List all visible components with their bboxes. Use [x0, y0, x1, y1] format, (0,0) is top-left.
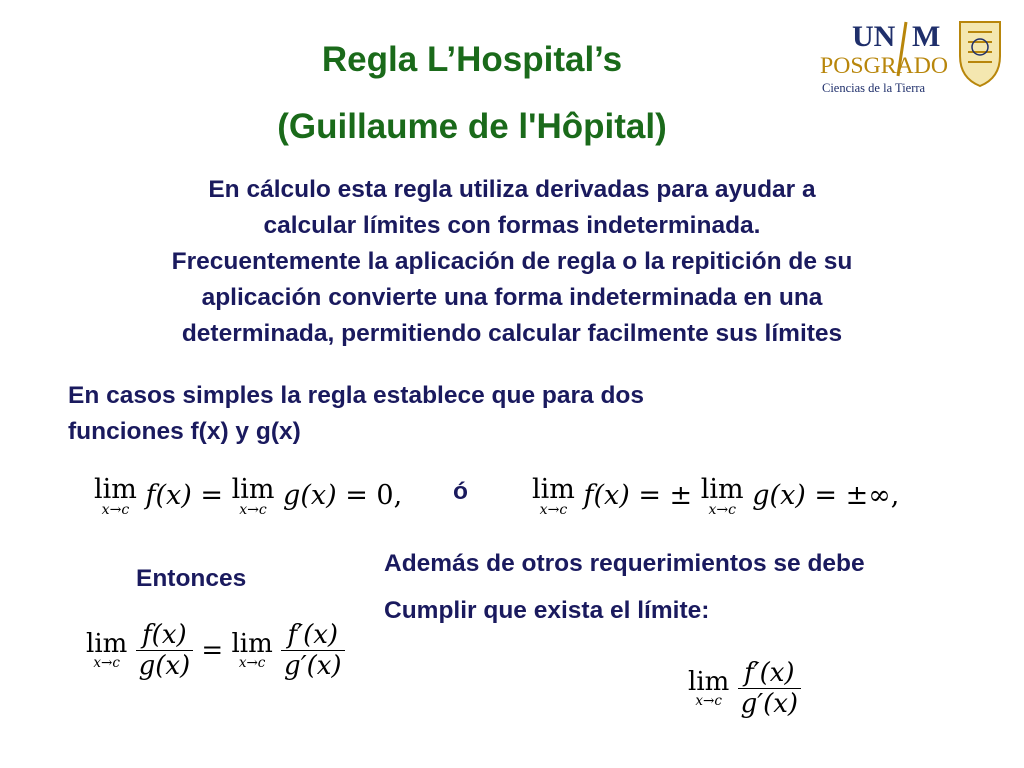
paragraph-line: Frecuentemente la aplicación de regla o la repitición de su [171, 248, 853, 275]
lhopital-rule-formula: lim x→c $\frac{f(x)}{g(x)}$ = lim x→c $\frac{f'(x)}{g'(x)}$ [86, 620, 345, 681]
or-label: ó [453, 478, 468, 505]
logo-posgrado-text: POSGRADO [820, 53, 948, 78]
logo-un-text: UN [852, 20, 896, 53]
condition-paragraph [68, 378, 848, 450]
paragraph-line: determinada, permitiendo calcular facilmente sus límites [181, 320, 843, 347]
limit-infinity-formula: lim x→c f(x) = ± lim x→c g(x) = ±∞, [532, 474, 900, 518]
entonces-label: Entonces [136, 565, 247, 592]
ademas-line2: Cumplir que exista el límite: [384, 597, 710, 624]
logo-m-text: M [912, 20, 941, 53]
unam-seal-icon [960, 22, 1000, 86]
limit-zero-formula: lim x→c f(x) = lim x→c g(x) = 0, [94, 474, 403, 518]
slide-title: Regla L’Hospital’s [321, 40, 623, 79]
paragraph-line: calcular límites con formas indeterminada. [263, 212, 761, 239]
derivative-ratio-limit: lim x→c $\frac{f'(x)}{g'(x)}$ [688, 658, 801, 719]
paragraph-line: aplicación convierte una forma indeterminada en una [201, 284, 823, 311]
paragraph-line: En cálculo esta regla utiliza derivadas para ayudar a [208, 176, 816, 203]
paragraph-line: En casos simples la regla establece que para dos [68, 382, 645, 409]
description-paragraph [40, 172, 984, 352]
ademas-line1: Además de otros requerimientos se debe [384, 550, 865, 577]
paragraph-line: funciones f(x) y g(x) [68, 418, 301, 445]
unam-posgrado-logo [818, 16, 1008, 96]
logo-subtitle-text: Ciencias de la Tierra [822, 81, 926, 95]
slide-subtitle: (Guillaume de l'Hôpital) [277, 107, 667, 146]
